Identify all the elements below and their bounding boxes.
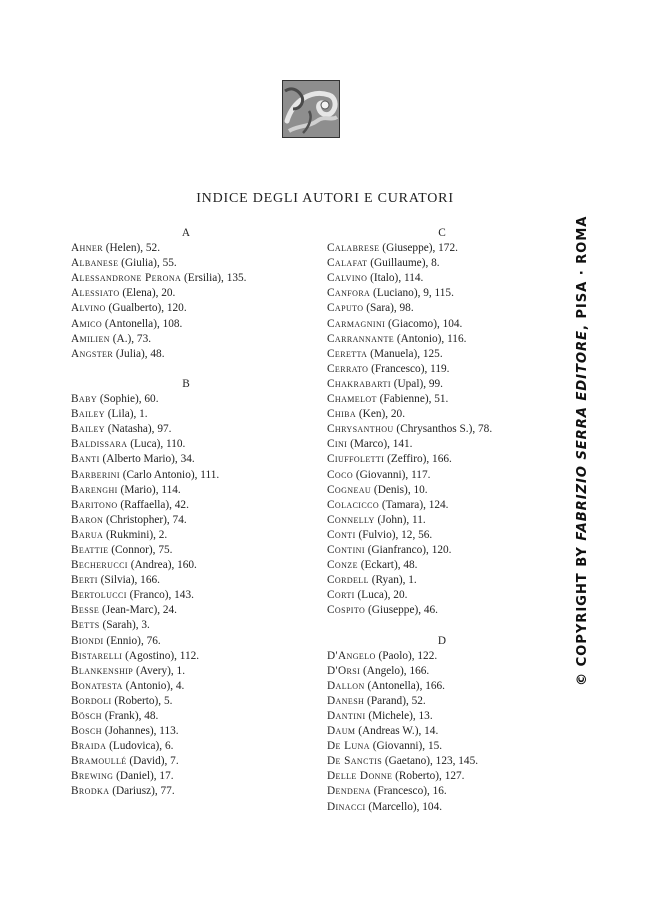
author-details: (Luca), 110.	[127, 438, 186, 451]
index-entry	[327, 588, 557, 603]
index-entry	[71, 437, 301, 452]
author-details: (Roberto), 5.	[111, 694, 173, 707]
author-surname: Corti	[327, 589, 355, 602]
index-entry	[327, 664, 557, 679]
index-entry	[71, 392, 301, 407]
index-entry	[327, 498, 557, 513]
author-surname: Amico	[71, 317, 103, 330]
index-entry	[71, 649, 301, 664]
author-surname: Angster	[71, 347, 114, 360]
author-surname: Colacicco	[327, 498, 380, 511]
index-entry	[327, 332, 557, 347]
index-entry	[327, 317, 557, 332]
author-details: (Angelo), 166.	[360, 664, 430, 677]
author-details: (Carlo Antonio), 111.	[119, 468, 220, 481]
author-details: (Lila), 1.	[104, 408, 148, 421]
author-surname: Besse	[71, 604, 100, 617]
author-details: (A.), 73.	[109, 332, 152, 345]
index-entry	[327, 694, 557, 709]
author-surname: Carmagnini	[327, 317, 386, 330]
author-details: (Jean-Marc), 24.	[99, 604, 178, 617]
index-entry	[71, 573, 301, 588]
index-column-right	[327, 226, 557, 815]
index-entry	[327, 603, 557, 618]
author-details: (Giacomo), 104.	[385, 317, 463, 330]
author-surname: Ahner	[71, 242, 103, 255]
author-surname: Caputo	[327, 302, 364, 315]
index-entry	[71, 784, 301, 799]
index-entry	[327, 437, 557, 452]
author-details: (Giovanni), 117.	[353, 468, 431, 481]
author-details: (Antonella), 108.	[102, 317, 183, 330]
author-surname: Barua	[71, 528, 104, 541]
author-details: (Ersilia), 135.	[181, 272, 247, 285]
author-details: (Chrysanthos S.), 78.	[393, 423, 493, 436]
author-details: (Rukmini), 2.	[103, 528, 168, 541]
author-surname: Cogneau	[327, 483, 372, 496]
author-details: (Manuela), 125.	[367, 347, 443, 360]
author-details: (Giovanni), 15.	[369, 740, 443, 753]
index-entry	[327, 800, 557, 815]
author-surname: Cordell	[327, 574, 369, 587]
index-entry	[71, 498, 301, 513]
index-entry	[327, 377, 557, 392]
index-entry	[71, 679, 301, 694]
author-surname: D'Orsi	[327, 664, 361, 677]
author-surname: Banti	[71, 453, 100, 466]
author-surname: Canfora	[327, 287, 371, 300]
index-entry	[71, 347, 301, 362]
index-entry	[71, 769, 301, 784]
author-details: (Alberto Mario), 34.	[99, 453, 195, 466]
author-details: (Parand), 52.	[364, 694, 426, 707]
author-details: (Gaetano), 123, 145.	[382, 755, 479, 768]
author-details: (Luca), 20.	[354, 589, 408, 602]
author-surname: Ciuffoletti	[327, 453, 385, 466]
author-details: (Fulvio), 12, 56.	[355, 528, 433, 541]
author-details: (Julia), 48.	[113, 347, 165, 360]
author-details: (Johannes), 113.	[101, 725, 179, 738]
author-details: (Antonella), 166.	[364, 679, 445, 692]
index-entry	[327, 543, 557, 558]
author-details: (Ken), 20.	[356, 408, 406, 421]
author-details: (Natasha), 97.	[104, 423, 172, 436]
author-surname: Blankenship	[71, 664, 134, 677]
author-surname: Conze	[327, 559, 358, 572]
copyright-suffix: , PISA · ROMA	[575, 215, 590, 331]
author-details: (Sarah), 3.	[99, 619, 150, 632]
author-surname: Dallon	[327, 679, 365, 692]
author-details: (Luciano), 9, 115.	[370, 287, 454, 300]
index-entry	[327, 301, 557, 316]
index-entry	[327, 422, 557, 437]
author-details: (Daniel), 17.	[113, 770, 174, 783]
author-surname: Calafat	[327, 257, 368, 270]
author-surname: Barenghi	[71, 483, 118, 496]
copyright-notice	[570, 216, 596, 686]
author-surname: Alessandrone Perona	[71, 272, 182, 285]
index-entry	[327, 407, 557, 422]
author-details: (Antonio), 116.	[394, 332, 467, 345]
author-details: (Denis), 10.	[371, 483, 428, 496]
index-entry	[71, 739, 301, 754]
author-details: (Fabienne), 51.	[376, 393, 449, 406]
author-surname: Alessiato	[71, 287, 120, 300]
author-details: (Raffaella), 42.	[117, 498, 189, 511]
author-details: (Marco), 141.	[347, 438, 413, 451]
index-entry	[71, 724, 301, 739]
author-details: (Giuseppe), 46.	[365, 604, 438, 617]
index-entry	[327, 769, 557, 784]
author-surname: Albanese	[71, 257, 119, 270]
author-surname: Betts	[71, 619, 100, 632]
author-surname: Baritono	[71, 498, 118, 511]
index-entry	[71, 256, 301, 271]
index-entry	[327, 754, 557, 769]
section-spacer	[327, 618, 557, 633]
author-details: (Agostino), 112.	[122, 649, 200, 662]
index-entry	[327, 649, 557, 664]
author-surname: Bertolucci	[71, 589, 127, 602]
author-surname: Bailey	[71, 423, 105, 436]
author-surname: Bonatesta	[71, 679, 123, 692]
index-entry	[71, 543, 301, 558]
index-entry	[327, 392, 557, 407]
index-entry	[327, 256, 557, 271]
index-entry	[327, 452, 557, 467]
author-surname: Delle Donne	[327, 770, 393, 783]
author-details: (Zeffiro), 166.	[384, 453, 452, 466]
author-surname: De Sanctis	[327, 755, 383, 768]
author-surname: Baron	[71, 513, 104, 526]
index-entry	[71, 468, 301, 483]
author-details: (Sara), 98.	[363, 302, 414, 315]
author-surname: Carrannante	[327, 332, 395, 345]
index-entry	[327, 739, 557, 754]
author-surname: Brodka	[71, 785, 110, 798]
index-entry	[71, 407, 301, 422]
index-entry	[327, 513, 557, 528]
index-entry	[327, 679, 557, 694]
author-details: (Marcello), 104.	[365, 800, 443, 813]
index-entry	[327, 784, 557, 799]
index-entry	[71, 301, 301, 316]
author-surname: Bosch	[71, 725, 102, 738]
author-details: (Upal), 99.	[390, 377, 443, 390]
index-entry	[327, 528, 557, 543]
author-surname: Bordoli	[71, 694, 112, 707]
author-details: (Mario), 114.	[117, 483, 181, 496]
index-entry	[327, 468, 557, 483]
letter-heading: C	[438, 227, 446, 239]
index-title: INDICE DEGLI AUTORI E CURATORI	[196, 191, 454, 206]
author-details: (Giulia), 55.	[118, 257, 177, 270]
author-surname: Berti	[71, 574, 98, 587]
author-surname: Baby	[71, 393, 98, 406]
index-entry	[71, 754, 301, 769]
index-entry	[71, 664, 301, 679]
index-entry	[71, 618, 301, 633]
author-surname: Danesh	[327, 694, 365, 707]
index-entry	[327, 362, 557, 377]
author-surname: Dinacci	[327, 800, 366, 813]
author-details: (Guillaume), 8.	[367, 257, 440, 270]
author-details: (Christopher), 74.	[103, 513, 187, 526]
index-entry	[71, 483, 301, 498]
author-surname: Biondi	[71, 634, 104, 647]
section-spacer	[71, 362, 301, 377]
author-details: (Silvia), 166.	[97, 574, 160, 587]
index-entry	[71, 513, 301, 528]
author-surname: Baldissara	[71, 438, 128, 451]
author-surname: Daum	[327, 725, 356, 738]
index-entry	[327, 271, 557, 286]
author-surname: Beattie	[71, 543, 109, 556]
author-surname: De Luna	[327, 740, 370, 753]
author-surname: D'Angelo	[327, 649, 376, 662]
author-details: (Antonio), 4.	[122, 679, 185, 692]
author-details: (Gianfranco), 120.	[364, 543, 452, 556]
author-details: (David), 7.	[126, 755, 179, 768]
author-details: (Ennio), 76.	[103, 634, 161, 647]
author-details: (Frank), 48.	[101, 710, 159, 722]
author-surname: Dantini	[327, 710, 366, 722]
index-entry	[71, 558, 301, 573]
author-surname: Chamelot	[327, 393, 377, 406]
index-entry	[71, 286, 301, 301]
author-surname: Cini	[327, 438, 348, 451]
author-surname: Brewing	[71, 770, 114, 783]
author-details: (Michele), 13.	[365, 710, 433, 722]
index-entry	[71, 603, 301, 618]
author-details: (Gualberto), 120.	[105, 302, 187, 315]
author-details: (Dariusz), 77.	[109, 785, 175, 798]
author-surname: Amilien	[71, 332, 110, 345]
author-surname: Cospito	[327, 604, 366, 617]
copyright-prefix: © COPYRIGHT BY	[575, 540, 590, 686]
index-entry	[71, 452, 301, 467]
author-surname: Bösch	[71, 710, 102, 722]
author-surname: Connelly	[327, 513, 375, 526]
author-details: (Tamara), 124.	[379, 498, 449, 511]
author-details: (Andrea), 160.	[127, 559, 197, 572]
author-surname: Alvino	[71, 302, 106, 315]
author-surname: Dendena	[327, 785, 371, 798]
letter-heading: D	[437, 634, 447, 647]
author-details: (Ryan), 1.	[368, 574, 417, 587]
index-entry	[71, 588, 301, 603]
index-entry	[327, 558, 557, 573]
index-entry	[71, 317, 301, 332]
author-details: (Sophie), 60.	[97, 393, 159, 406]
author-surname: Calvino	[327, 272, 368, 285]
author-details: (Helen), 52.	[102, 242, 161, 255]
author-surname: Bailey	[71, 408, 105, 421]
author-surname: Ceretta	[327, 347, 368, 360]
author-surname: Barberini	[71, 468, 120, 481]
author-surname: Contini	[327, 543, 365, 556]
author-surname: Chiba	[327, 408, 357, 421]
index-entry	[327, 573, 557, 588]
author-surname: Cerrato	[327, 362, 369, 375]
author-details: (Elena), 20.	[119, 287, 176, 300]
index-entry	[327, 286, 557, 301]
author-details: (Francesco), 16.	[370, 785, 447, 798]
author-details: (Andreas W.), 14.	[355, 725, 439, 738]
letter-heading: B	[182, 377, 190, 390]
author-details: (Roberto), 127.	[392, 770, 465, 783]
author-details: (Giuseppe), 172.	[379, 242, 458, 255]
author-surname: Conti	[327, 528, 356, 541]
copyright-publisher: FABRIZIO SERRA EDITORE	[575, 330, 590, 541]
index-entry	[71, 709, 301, 724]
index-column-left	[71, 226, 301, 800]
publisher-emblem	[282, 80, 340, 138]
author-surname: Chrysanthou	[327, 423, 394, 436]
author-surname: Chakrabarti	[327, 377, 391, 390]
author-details: (Paolo), 122.	[375, 649, 438, 662]
author-details: (Italo), 114.	[367, 272, 424, 285]
index-entry	[71, 634, 301, 649]
author-surname: Becherucci	[71, 559, 128, 572]
author-surname: Bistarelli	[71, 649, 123, 662]
index-entry	[71, 422, 301, 437]
author-surname: Braida	[71, 740, 107, 753]
index-entry	[327, 724, 557, 739]
index-entry	[327, 347, 557, 362]
author-details: (Avery), 1.	[133, 664, 186, 677]
author-details: (Franco), 143.	[126, 589, 194, 602]
author-surname: Bramoullé	[71, 755, 127, 768]
index-entry	[327, 483, 557, 498]
index-entry	[71, 271, 301, 286]
author-details: (John), 11.	[374, 513, 426, 526]
letter-heading: A	[181, 227, 191, 239]
index-entry	[71, 694, 301, 709]
author-details: (Eckart), 48.	[357, 559, 418, 572]
index-entry	[71, 332, 301, 347]
author-surname: Calabrese	[327, 242, 380, 255]
author-surname: Coco	[327, 468, 354, 481]
index-entry	[71, 241, 301, 256]
index-entry	[327, 709, 557, 724]
author-details: (Francesco), 119.	[368, 362, 450, 375]
index-entry	[71, 528, 301, 543]
author-details: (Ludovica), 6.	[106, 740, 174, 753]
index-entry	[327, 241, 557, 256]
author-details: (Connor), 75.	[108, 543, 173, 556]
